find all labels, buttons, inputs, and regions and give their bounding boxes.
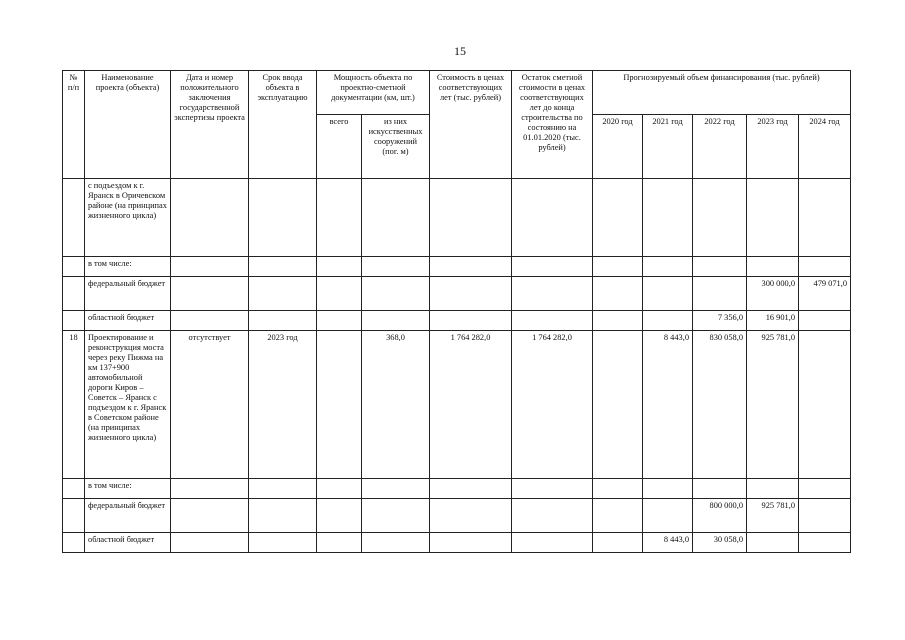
regional-budget-label: областной бюджет	[85, 533, 171, 553]
table-row	[63, 479, 851, 499]
header-expertise: Дата и номер положительного заключения государственной экспертизы проекта	[171, 71, 249, 179]
remainder-cell: 1 764 282,0	[512, 331, 593, 479]
table-row	[63, 179, 851, 257]
amount-2022: 7 356,0	[693, 311, 747, 331]
amount-2023: 925 781,0	[747, 499, 799, 533]
regional-budget-label: областной бюджет	[85, 311, 171, 331]
amount-2022: 800 000,0	[693, 499, 747, 533]
table-row	[63, 499, 851, 533]
header-capacity-total: всего	[317, 115, 362, 179]
page-number: 15	[454, 44, 466, 58]
table-row	[63, 331, 851, 479]
federal-budget-label: федеральный бюджет	[85, 499, 171, 533]
header-year: 2020 год	[593, 115, 643, 179]
header-year: 2021 год	[643, 115, 693, 179]
header-year: 2023 год	[747, 115, 799, 179]
header-capacity: Мощность объекта по проектно-сметной документации (км, шт.)	[317, 71, 430, 115]
header-row-1	[63, 71, 851, 115]
amount-2022: 30 058,0	[693, 533, 747, 553]
structures-cell: 368,0	[362, 331, 430, 479]
federal-budget-label: федеральный бюджет	[85, 277, 171, 311]
table-row	[63, 277, 851, 311]
header-remainder: Остаток сметной стоимости в ценах соответствующих лет до конца строительства по состоянию на 01.01.2020 (тыс. рублей)	[512, 71, 593, 179]
header-no: № п/п	[63, 71, 85, 179]
amount-2023: 300 000,0	[747, 277, 799, 311]
including-label: в том числе:	[85, 257, 171, 277]
financing-table	[62, 70, 851, 553]
amount-2021: 8 443,0	[643, 533, 693, 553]
header-year: 2022 год	[693, 115, 747, 179]
amount-2021: 8 443,0	[643, 331, 693, 479]
amount-2024: 479 071,0	[799, 277, 851, 311]
table-row	[63, 533, 851, 553]
header-name: Наименование проекта (объекта)	[85, 71, 171, 179]
cost-cell: 1 764 282,0	[430, 331, 512, 479]
amount-2022: 830 058,0	[693, 331, 747, 479]
header-capacity-structures: из них искусственных сооружений (пог. м)	[362, 115, 430, 179]
table-row	[63, 311, 851, 331]
amount-2023: 16 901,0	[747, 311, 799, 331]
commissioning-cell: 2023 год	[249, 331, 317, 479]
project-name-cell: с подъездом к г. Яранск в Оричевском районе (на принципах жизненного цикла)	[85, 179, 171, 257]
header-forecast: Прогнозируемый объем финансирования (тыс. рублей)	[593, 71, 851, 115]
including-label: в том числе:	[85, 479, 171, 499]
header-year: 2024 год	[799, 115, 851, 179]
amount-2023: 925 781,0	[747, 331, 799, 479]
expertise-cell: отсутствует	[171, 331, 249, 479]
row-number: 18	[63, 331, 85, 479]
project-name-cell: Проектирование и реконструкция моста через реку Пижма на км 137+900 автомобильной дороги Киров – Советск – Яранск с подъездом к г. Яранск в Советском районе (на принципах жизненного цикла)	[85, 331, 171, 479]
table-row	[63, 257, 851, 277]
header-cost: Стоимость в ценах соответствующих лет (тыс. рублей)	[430, 71, 512, 179]
header-commissioning: Срок ввода объекта в эксплуатацию	[249, 71, 317, 179]
